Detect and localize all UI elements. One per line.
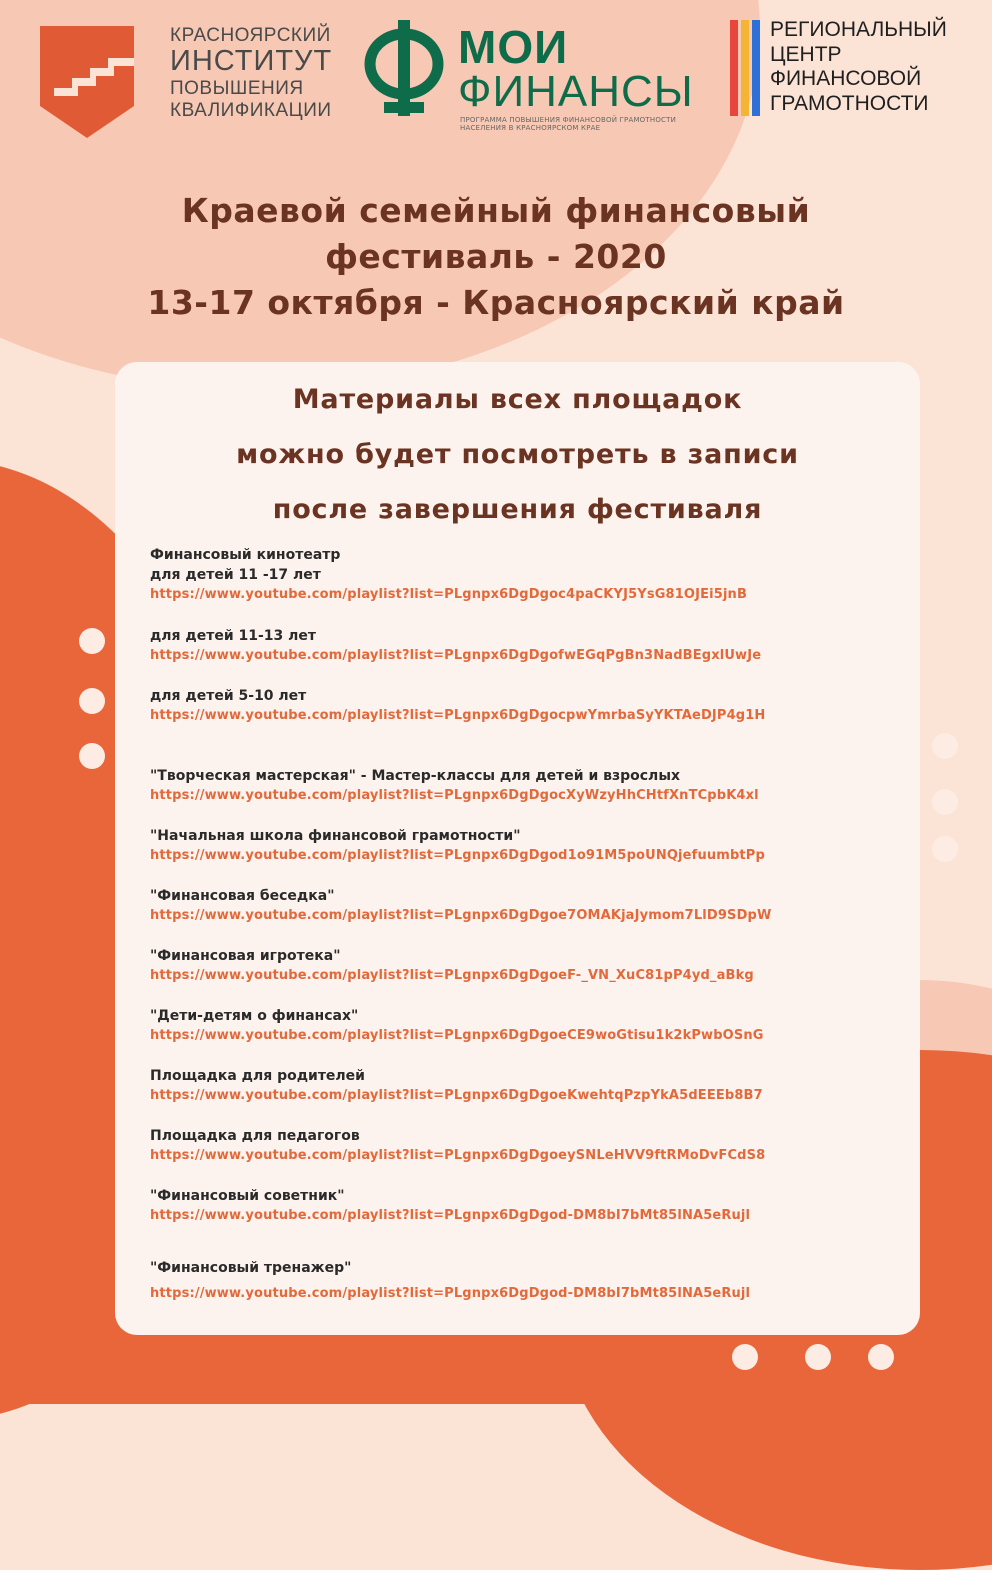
playlist-entry-primary-school — [150, 826, 910, 866]
card-heading-line-2: можно будет посмотреть в записи — [236, 439, 799, 470]
playlist-entry-workshop — [150, 766, 910, 806]
moi-finansy-line-2: ФИНАНСЫ — [458, 67, 694, 116]
entry-label: Площадка для педагогов — [150, 1128, 360, 1144]
playlist-link[interactable]: https://www.youtube.com/playlist?list=PLgnpx6DgDgod-DM8bI7bMt85lNA5eRujl — [150, 1208, 751, 1223]
institute-line-3: ПОВЫШЕНИЯ — [170, 78, 304, 99]
playlist-link[interactable]: https://www.youtube.com/playlist?list=PLgnpx6DgDgod1o91M5poUNQjefuumbtPp — [150, 848, 765, 863]
decor-dot — [868, 1344, 894, 1370]
entry-label: "Финансовая беседка" — [150, 888, 335, 904]
decor-dot — [932, 789, 958, 815]
regional-center-line-2: ЦЕНТР — [770, 42, 842, 66]
regional-center-logo — [730, 18, 970, 118]
entry-sublabel: для детей 11 -17 лет — [150, 567, 321, 583]
phi-symbol-icon — [362, 18, 446, 130]
bg-orange-band — [0, 1330, 992, 1404]
festival-title-line-2: фестиваль - 2020 — [325, 237, 667, 276]
playlist-entry-trainer — [150, 1258, 910, 1304]
playlist-link[interactable]: https://www.youtube.com/playlist?list=PLgnpx6DgDgoeKwehtqPzpYkA5dEEEb8B7 — [150, 1088, 763, 1103]
decor-dot — [79, 743, 105, 769]
entry-label: "Творческая мастерская" - Мастер-классы для детей и взрослых — [150, 768, 681, 784]
regional-center-line-1: РЕГИОНАЛЬНЫЙ — [770, 18, 947, 41]
playlist-link[interactable]: https://www.youtube.com/playlist?list=PLgnpx6DgDgoeF-_VN_XuC81pP4yd_aBkg — [150, 968, 754, 983]
playlist-entry-advisor — [150, 1186, 910, 1226]
festival-title-line-3: 13-17 октября - Красноярский край — [147, 283, 845, 322]
card-heading-line-1: Материалы всех площадок — [292, 384, 743, 415]
institute-shield-icon — [40, 26, 134, 138]
playlist-link[interactable]: https://www.youtube.com/playlist?list=PLgnpx6DgDgoc4paCKYJ5YsG81OJEi5jnB — [150, 587, 748, 602]
decor-dot — [932, 836, 958, 862]
playlist-entry-kids-to-kids — [150, 1006, 910, 1046]
playlist-entry-parents — [150, 1066, 910, 1106]
decor-dot — [805, 1344, 831, 1370]
playlist-link[interactable]: https://www.youtube.com/playlist?list=PLgnpx6DgDgod-DM8bI7bMt85lNA5eRujl — [150, 1286, 751, 1301]
entry-label: Финансовый кинотеатр — [150, 547, 341, 563]
decor-dot — [79, 688, 105, 714]
institute-logo — [40, 26, 340, 138]
decor-dot — [932, 733, 958, 759]
regional-center-line-3: ФИНАНСОВОЙ — [770, 67, 922, 91]
entry-label: "Начальная школа финансовой грамотности" — [150, 828, 521, 844]
institute-line-2: ИНСТИТУТ — [170, 45, 333, 77]
playlist-entry-5-10 — [150, 686, 910, 726]
tricolor-stripes-icon — [730, 20, 760, 116]
entry-label: Площадка для родителей — [150, 1068, 365, 1084]
moi-finansy-subtitle-2: НАСЕЛЕНИЯ В КРАСНОЯРСКОМ КРАЕ — [460, 124, 601, 133]
playlist-link[interactable]: https://www.youtube.com/playlist?list=PLgnpx6DgDgoe7OMAKjaJymom7LlD9SDpW — [150, 908, 772, 923]
entry-label: "Финансовый советник" — [150, 1188, 345, 1204]
entry-label: "Дети-детям о финансах" — [150, 1008, 359, 1024]
moi-finansy-line-1: МОИ — [458, 21, 569, 73]
playlist-entry-game-library — [150, 946, 910, 986]
entry-label: "Финансовая игротека" — [150, 948, 341, 964]
institute-line-1: КРАСНОЯРСКИЙ — [170, 25, 331, 46]
playlist-link[interactable]: https://www.youtube.com/playlist?list=PLgnpx6DgDgocpwYmrbaSyYKTAeDJP4g1H — [150, 708, 766, 723]
entry-label: для детей 5-10 лет — [150, 688, 307, 704]
entry-label: "Финансовый тренажер" — [150, 1260, 352, 1276]
moi-finansy-subtitle-1: ПРОГРАММА ПОВЫШЕНИЯ ФИНАНСОВОЙ ГРАМОТНОСТИ — [460, 116, 677, 124]
card-heading-line-3: после завершения фестиваля — [272, 494, 763, 525]
playlist-entry-teachers — [150, 1126, 910, 1166]
materials-card — [115, 362, 920, 1335]
decor-dot — [732, 1344, 758, 1370]
playlist-link[interactable]: https://www.youtube.com/playlist?list=PLgnpx6DgDgofwEGqPgBn3NadBEgxlUwJe — [150, 648, 762, 663]
playlist-link[interactable]: https://www.youtube.com/playlist?list=PLgnpx6DgDgoeySNLeHVV9ftRMoDvFCdS8 — [150, 1148, 766, 1163]
institute-line-4: КВАЛИФИКАЦИИ — [170, 100, 332, 121]
entry-label: для детей 11-13 лет — [150, 628, 317, 644]
playlist-entry-11-13 — [150, 626, 910, 666]
decor-dot — [79, 628, 105, 654]
festival-title — [100, 188, 892, 326]
playlist-entry-gazebo — [150, 886, 910, 926]
playlist-entry-cinema — [150, 545, 910, 605]
festival-title-line-1: Краевой семейный финансовый — [181, 191, 811, 230]
playlist-link[interactable]: https://www.youtube.com/playlist?list=PLgnpx6DgDgocXyWzyHhCHtfXnTCpbK4xl — [150, 788, 759, 803]
regional-center-line-4: ГРАМОТНОСТИ — [770, 91, 929, 115]
moi-finansy-logo — [362, 18, 712, 133]
card-heading — [115, 372, 920, 537]
playlist-link[interactable]: https://www.youtube.com/playlist?list=PLgnpx6DgDgoeCE9woGtisu1k2kPwbOSnG — [150, 1028, 764, 1043]
